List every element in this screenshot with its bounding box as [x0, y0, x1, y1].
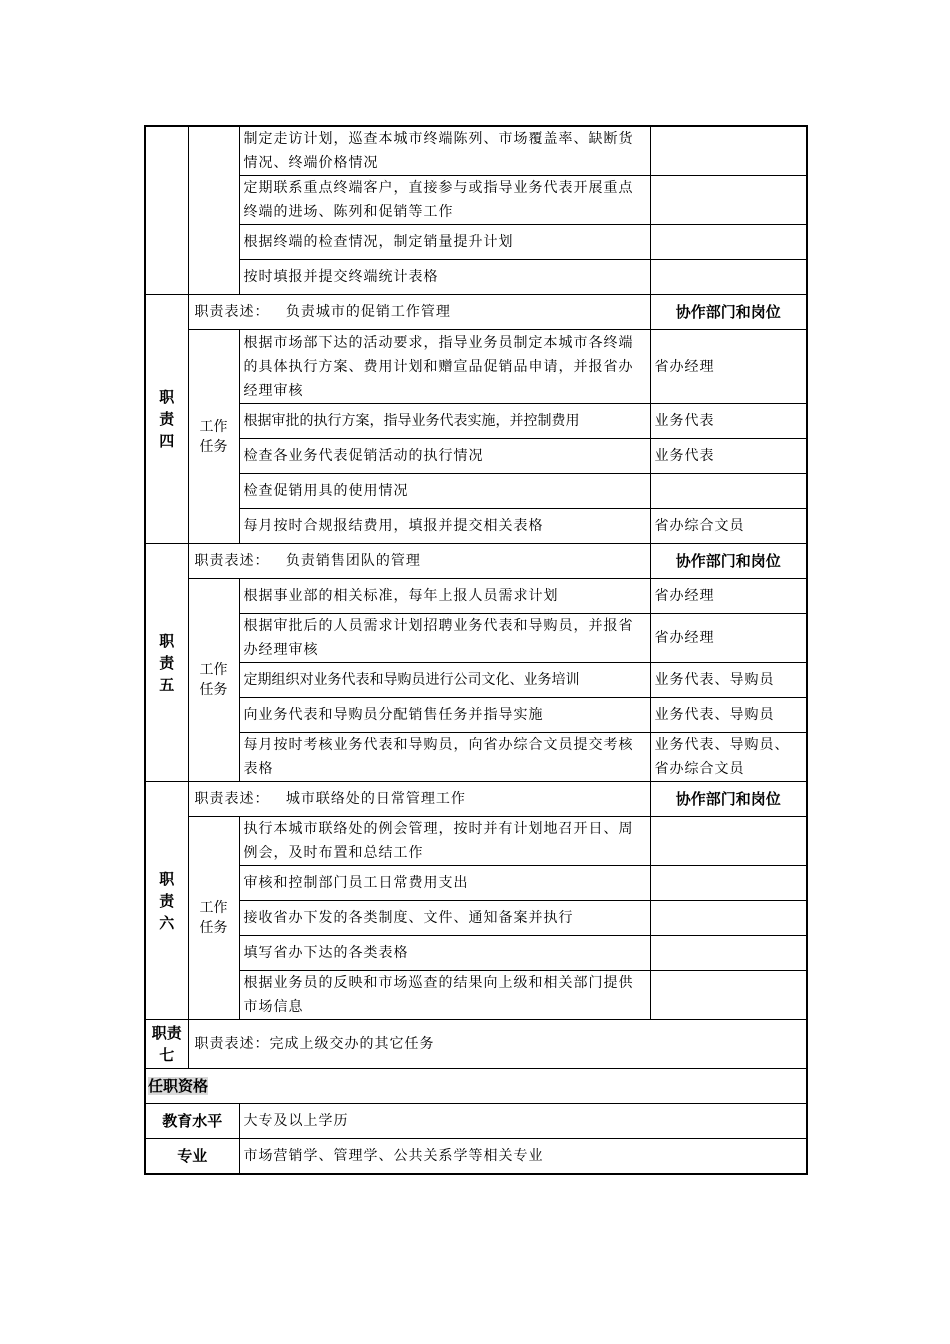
desc-text: 负责城市的促销工作管理 [285, 304, 451, 320]
qualification-title-cell [145, 1069, 807, 1104]
task-text: 根据业务员的反映和市场巡查的结果向上级和相关部门提供市场信息 [239, 971, 650, 1020]
desc-prefix: 职责表述： [194, 304, 270, 320]
duty-description [188, 544, 650, 579]
task-row [145, 663, 807, 698]
coop-dept [650, 901, 807, 936]
task-row [145, 817, 807, 866]
task-text: 接收省办下发的各类制度、文件、通知备案并执行 [239, 901, 650, 936]
task-text: 审核和控制部门员工日常费用支出 [239, 866, 650, 901]
duty-label [145, 544, 188, 782]
desc-prefix: 职责表述： [194, 791, 270, 807]
coop-dept: 业务代表、导购员、省办综合文员 [650, 733, 807, 782]
task-label-text: 工作任务 [199, 662, 228, 698]
qualification-header-row [145, 1069, 807, 1104]
task-row [145, 866, 807, 901]
task-label [188, 817, 239, 1020]
task-row [145, 509, 807, 544]
coop-dept: 省办经理 [650, 614, 807, 663]
task-row [145, 439, 807, 474]
task-row [145, 936, 807, 971]
coop-header: 协作部门和岗位 [650, 782, 807, 817]
duty-label [145, 295, 188, 544]
task-row [145, 225, 807, 260]
duty-label-cell [145, 126, 188, 295]
task-text: 定期联系重点终端客户，直接参与或指导业务代表开展重点终端的进场、陈列和促销等工作 [239, 176, 650, 225]
coop-dept: 省办经理 [650, 330, 807, 404]
coop-dept: 省办综合文员 [650, 509, 807, 544]
task-row [145, 698, 807, 733]
coop-dept [650, 176, 807, 225]
duty-description: 职责表述：完成上级交办的其它任务 [188, 1020, 807, 1069]
task-text: 制定走访计划，巡查本城市终端陈列、市场覆盖率、缺断货情况、终端价格情况 [239, 126, 650, 176]
task-text: 根据市场部下达的活动要求，指导业务员制定本城市各终端的具体执行方案、费用计划和赠宣品促销品申请，并报省办经理审核 [239, 330, 650, 404]
task-row [145, 474, 807, 509]
task-text: 每月按时考核业务代表和导购员，向省办综合文员提交考核表格 [239, 733, 650, 782]
coop-dept: 业务代表、导购员 [650, 698, 807, 733]
desc-text: 负责销售团队的管理 [285, 553, 421, 569]
qualification-title: 任职资格 [148, 1077, 209, 1095]
task-text: 定期组织对业务代表和导购员进行公司文化、业务培训 [239, 663, 650, 698]
coop-dept [650, 866, 807, 901]
task-row [145, 330, 807, 404]
desc-prefix: 职责表述： [194, 553, 270, 569]
task-text: 按时填报并提交终端统计表格 [239, 260, 650, 295]
task-text: 向业务代表和导购员分配销售任务并指导实施 [239, 698, 650, 733]
coop-dept: 省办经理 [650, 579, 807, 614]
task-text: 根据审批的执行方案，指导业务代表实施，并控制费用 [239, 404, 650, 439]
duty-description [188, 295, 650, 330]
job-duties-table [144, 125, 808, 1175]
duty-label-text: 职责四 [159, 388, 175, 450]
task-row [145, 404, 807, 439]
job-description-page [144, 125, 806, 1175]
task-text: 执行本城市联络处的例会管理，按时并有计划地召开日、周例会，及时布置和总结工作 [239, 817, 650, 866]
task-row [145, 176, 807, 225]
task-row [145, 971, 807, 1020]
major-value: 市场营销学、管理学、公共关系学等相关专业 [239, 1139, 807, 1174]
task-row [145, 614, 807, 663]
desc-text: 城市联络处的日常管理工作 [285, 791, 466, 807]
task-row [145, 901, 807, 936]
task-label-text: 工作任务 [199, 418, 228, 455]
task-text: 根据审批后的人员需求计划招聘业务代表和导购员，并报省办经理审核 [239, 614, 650, 663]
task-text: 检查促销用具的使用情况 [239, 474, 650, 509]
task-text: 每月按时合规报结费用，填报并提交相关表格 [239, 509, 650, 544]
task-label [188, 330, 239, 544]
task-text: 根据事业部的相关标准，每年上报人员需求计划 [239, 579, 650, 614]
duty-desc-row [145, 544, 807, 579]
coop-dept: 业务代表、导购员 [650, 663, 807, 698]
task-label-text: 工作任务 [199, 900, 228, 936]
coop-header: 协作部门和岗位 [650, 295, 807, 330]
coop-dept: 业务代表 [650, 439, 807, 474]
coop-header: 协作部门和岗位 [650, 544, 807, 579]
duty-desc-row [145, 1020, 807, 1069]
duty-label [145, 782, 188, 1020]
duty-label-text: 职责六 [159, 869, 175, 932]
education-label: 教育水平 [145, 1104, 239, 1139]
coop-dept [650, 126, 807, 176]
duty-desc-row [145, 295, 807, 330]
major-row [145, 1139, 807, 1174]
task-label-cell [188, 126, 239, 295]
task-text: 检查各业务代表促销活动的执行情况 [239, 439, 650, 474]
duty-description [188, 782, 650, 817]
duty-label-text: 职责七 [151, 1024, 182, 1064]
duty-desc-row [145, 782, 807, 817]
task-row [145, 126, 807, 176]
coop-dept [650, 936, 807, 971]
task-row [145, 733, 807, 782]
task-text: 根据终端的检查情况，制定销量提升计划 [239, 225, 650, 260]
duty-label-text: 职责五 [159, 631, 175, 694]
coop-dept [650, 260, 807, 295]
task-row [145, 260, 807, 295]
task-text: 填写省办下达的各类表格 [239, 936, 650, 971]
duty-label [145, 1020, 188, 1069]
coop-dept [650, 474, 807, 509]
coop-dept [650, 817, 807, 866]
task-row [145, 579, 807, 614]
education-value: 大专及以上学历 [239, 1104, 807, 1139]
coop-dept: 业务代表 [650, 404, 807, 439]
coop-dept [650, 225, 807, 260]
coop-dept [650, 971, 807, 1020]
education-row [145, 1104, 807, 1139]
task-label [188, 579, 239, 782]
major-label: 专业 [145, 1139, 239, 1174]
